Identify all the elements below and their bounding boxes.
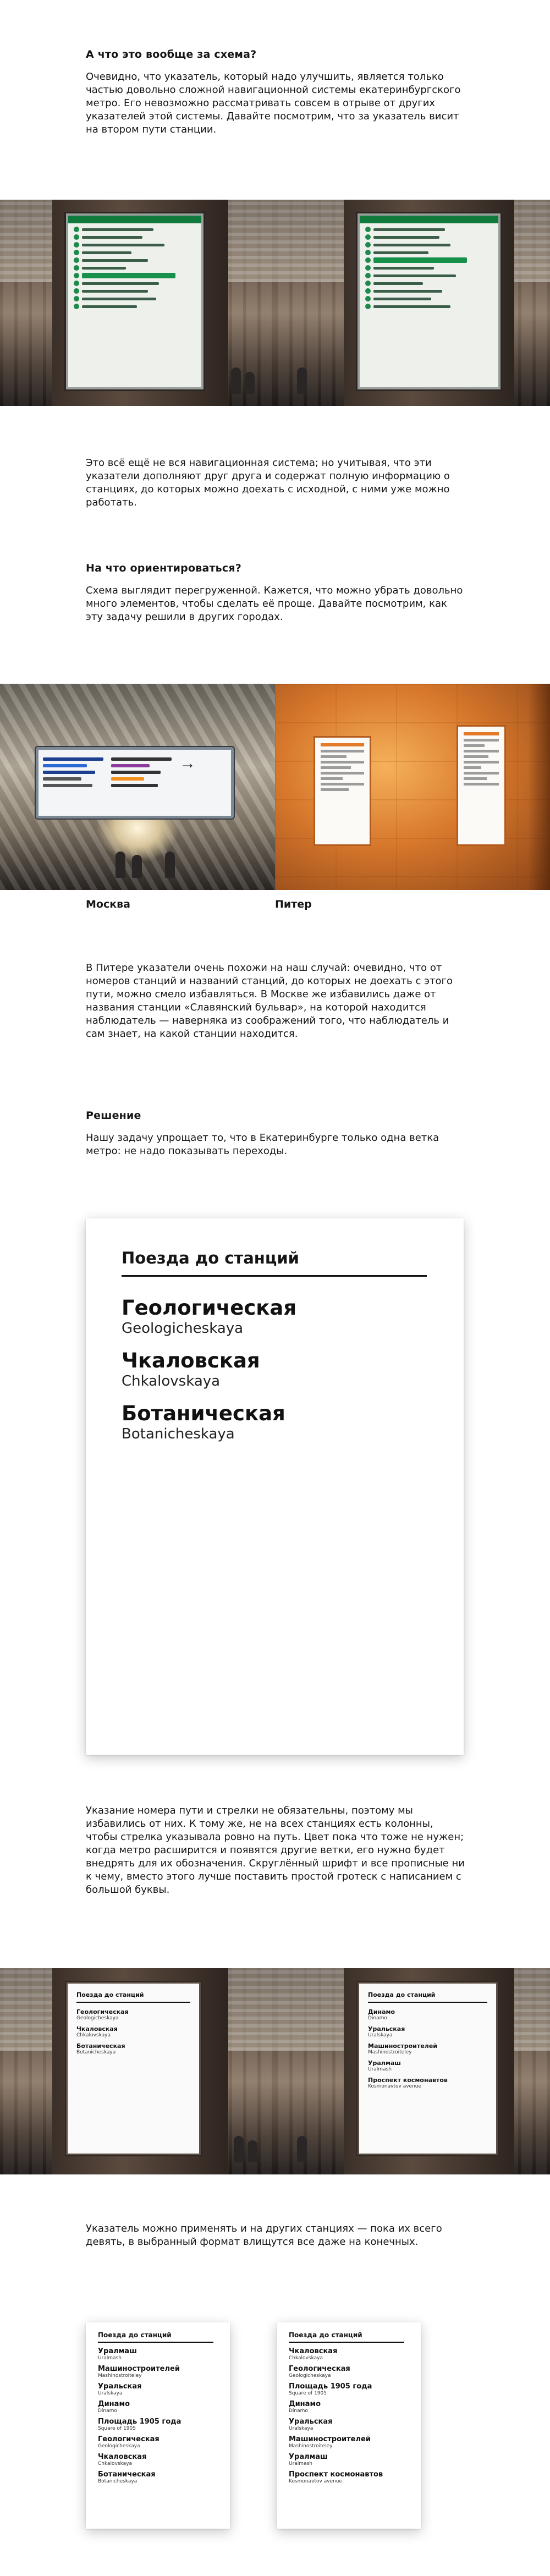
photo-mockup-left [0,1968,275,2174]
station-name-en: Dinamo [289,2408,308,2414]
station-name-ru: Машиностроителей [98,2364,180,2373]
section-paragraph: Нашу задачу упрощает то, что в Екатеринбурге только одна ветка метро: не надо показывать переходы. [86,1132,439,1157]
station-name-ru: Чкаловская [98,2452,147,2461]
station-name-en: Chkalovskaya [122,1373,221,1389]
new-sign-title: Поезда до станций [122,1249,299,1267]
mockup-sign-title: Поезда до станций [76,1991,144,1998]
caption-piter: Питер [275,898,312,910]
station-name-ru: Площадь 1905 года [289,2382,372,2391]
section-paragraph: Это всё ещё не вся навигационная система; но учитывая, что эти указатели дополняют друг друга и содержат полную информацию о станциях, до которых можно доехать с исходной, с ними уже можно работать. [86,457,450,508]
station-name-en: Botanicheskaya [122,1426,235,1442]
section-paragraph: Указание номера пути и стрелки не обязательны, поэтому мы избавились от них. К тому же, не на всех станциях есть колонны, чтобы стрелка указывала ровно на путь. Цвет пока что тоже не нужен; когда метро расширится и появятся другие ветки, его нужно будет внедрять для их обозначения. Скруглённый шрифт и все прописные ни к чему, вместо этого лучше поставить простой гротеск с написанием с большой буквы. [86,1805,465,1896]
photo-current-sign-left [0,200,275,406]
station-name-en: Dinamo [98,2408,117,2414]
station-name-ru: Уральская [368,2025,405,2033]
station-name-ru: Уральская [98,2382,142,2391]
station-name-ru: Геологическая [76,2008,129,2015]
photo-row-current-signs [0,200,550,406]
photo-mockup-right [275,1968,550,2174]
station-name-en: Mashinostroiteley [368,2049,412,2055]
section-system [86,457,465,509]
station-name-ru: Ботаническая [122,1402,285,1425]
terminal-sign-title: Поезда до станций [289,2331,362,2339]
section-heading: А что это вообще за схема? [86,48,257,61]
station-name-ru: Машиностроителей [289,2435,371,2443]
station-name-en: Uralmash [98,2355,122,2361]
station-name-en: Chkalovskaya [76,2032,111,2038]
station-name-en: Chkalovskaya [98,2460,132,2467]
terminal-sign-title: Поезда до станций [98,2331,172,2339]
station-name-ru: Геологическая [289,2364,350,2373]
section-heading: Решение [86,1110,141,1122]
station-name-ru: Геологическая [122,1296,297,1320]
station-name-ru: Ботаническая [76,2042,125,2050]
station-name-en: Uralskaya [98,2390,123,2396]
station-name-en: Uralmash [289,2460,312,2467]
station-name-ru: Динамо [98,2399,130,2408]
section-solution [86,1110,465,1158]
station-name-ru: Уралмаш [289,2452,328,2461]
station-name-ru: Уралмаш [98,2347,137,2355]
station-name-en: Uralmash [368,2066,392,2072]
section-heading: На что ориентироваться? [86,562,241,574]
new-sign-rule [122,1275,427,1277]
photo-moscow-sign [0,684,275,890]
station-name-en: Geologicheskaya [98,2443,140,2449]
piter-sign-graphic [457,725,506,846]
photo-row-other-cities [0,684,550,890]
new-sign-station [122,1402,428,1443]
station-name-ru: Геологическая [98,2435,160,2443]
station-name-ru: Машиностроителей [368,2042,438,2050]
station-name-ru: Динамо [289,2399,321,2408]
mockup-sign-title: Поезда до станций [368,1991,436,1998]
section-paragraph: Схема выглядит перегруженной. Кажется, что можно убрать довольно много элементов, чтобы сделать её проще. Давайте посмотрим, как эту задачу решили в других городах. [86,585,463,623]
station-name-en: Mashinostroiteley [98,2372,142,2379]
station-name-ru: Чкаловская [289,2347,338,2355]
station-name-ru: Уралмаш [368,2059,401,2067]
section-paragraph: Очевидно, что указатель, который надо улучшить, является только частью довольно сложной навигационной системы екатеринбургского метро. Его невозможно рассматривать совсем в отрыве от других указателей этой системы. Давайте посмотрим, что за указатель висит на втором пути станции. [86,71,461,135]
station-name-en: Geologicheskaya [76,2015,119,2021]
mockup-sign [66,1982,201,2155]
photo-current-sign-right [275,200,550,406]
station-name-en: Square of 1905 [98,2425,136,2431]
station-name-en: Geologicheskaya [289,2372,331,2379]
station-name-en: Geologicheskaya [122,1320,244,1337]
section-simplification [86,1804,465,1897]
station-name-en: Mashinostroiteley [289,2443,333,2449]
current-sign-graphic [66,213,204,389]
new-sign-panel [86,1218,464,1755]
station-name-en: Square of 1905 [289,2390,327,2396]
station-name-en: Uralskaya [368,2032,393,2038]
station-name-ru: Динамо [368,2008,395,2015]
section-reference [86,562,465,624]
section-paragraph: В Питере указатели очень похожи на наш случай: очевидно, что от номеров станций и названий станций, до которых не доехать с этого пути, можно смело избавляться. В Москве же избавились даже от названия станции «Славянский бульвар», на которой находится наблюдатель — наверняка из соображений того, что наблюдатель и сам знает, на какой станции находится. [86,962,453,1040]
station-name-ru: Ботаническая [98,2470,156,2479]
station-name-en: Kosmonavtov avenue [368,2083,422,2089]
photo-piter-sign [275,684,550,890]
section-comparison [86,962,465,1041]
section-other-stations [86,2222,465,2249]
new-sign-station [122,1349,428,1390]
station-name-ru: Проспект космонавтов [289,2470,383,2479]
station-name-en: Botanicheskaya [98,2478,138,2484]
station-name-ru: Чкаловская [122,1349,260,1372]
piter-sign-graphic [314,736,371,846]
station-name-ru: Уральская [289,2417,333,2426]
station-name-en: Botanicheskaya [76,2049,116,2055]
station-name-en: Kosmonavtov avenue [289,2478,343,2484]
caption-moscow: Москва [86,898,130,910]
terminal-sign-right [277,2322,421,2529]
moscow-sign-graphic: → [36,747,234,819]
station-name-en: Chkalovskaya [289,2355,323,2361]
section-intro [86,48,465,136]
station-name-ru: Площадь 1905 года [98,2417,182,2426]
terminal-sign-left [86,2322,230,2529]
new-sign-station [122,1297,428,1337]
section-paragraph: Указатель можно применять и на других станциях — пока их всего девять, в выбранный формат влищутся все даже на конечных. [86,2223,442,2248]
mockup-sign [358,1982,498,2155]
station-name-en: Dinamo [368,2015,387,2021]
station-name-ru: Чкаловская [76,2025,118,2033]
photo-row-mockups [0,1968,550,2174]
station-name-ru: Проспект космонавтов [368,2076,448,2084]
station-name-en: Uralskaya [289,2425,314,2431]
current-sign-graphic [358,213,501,389]
